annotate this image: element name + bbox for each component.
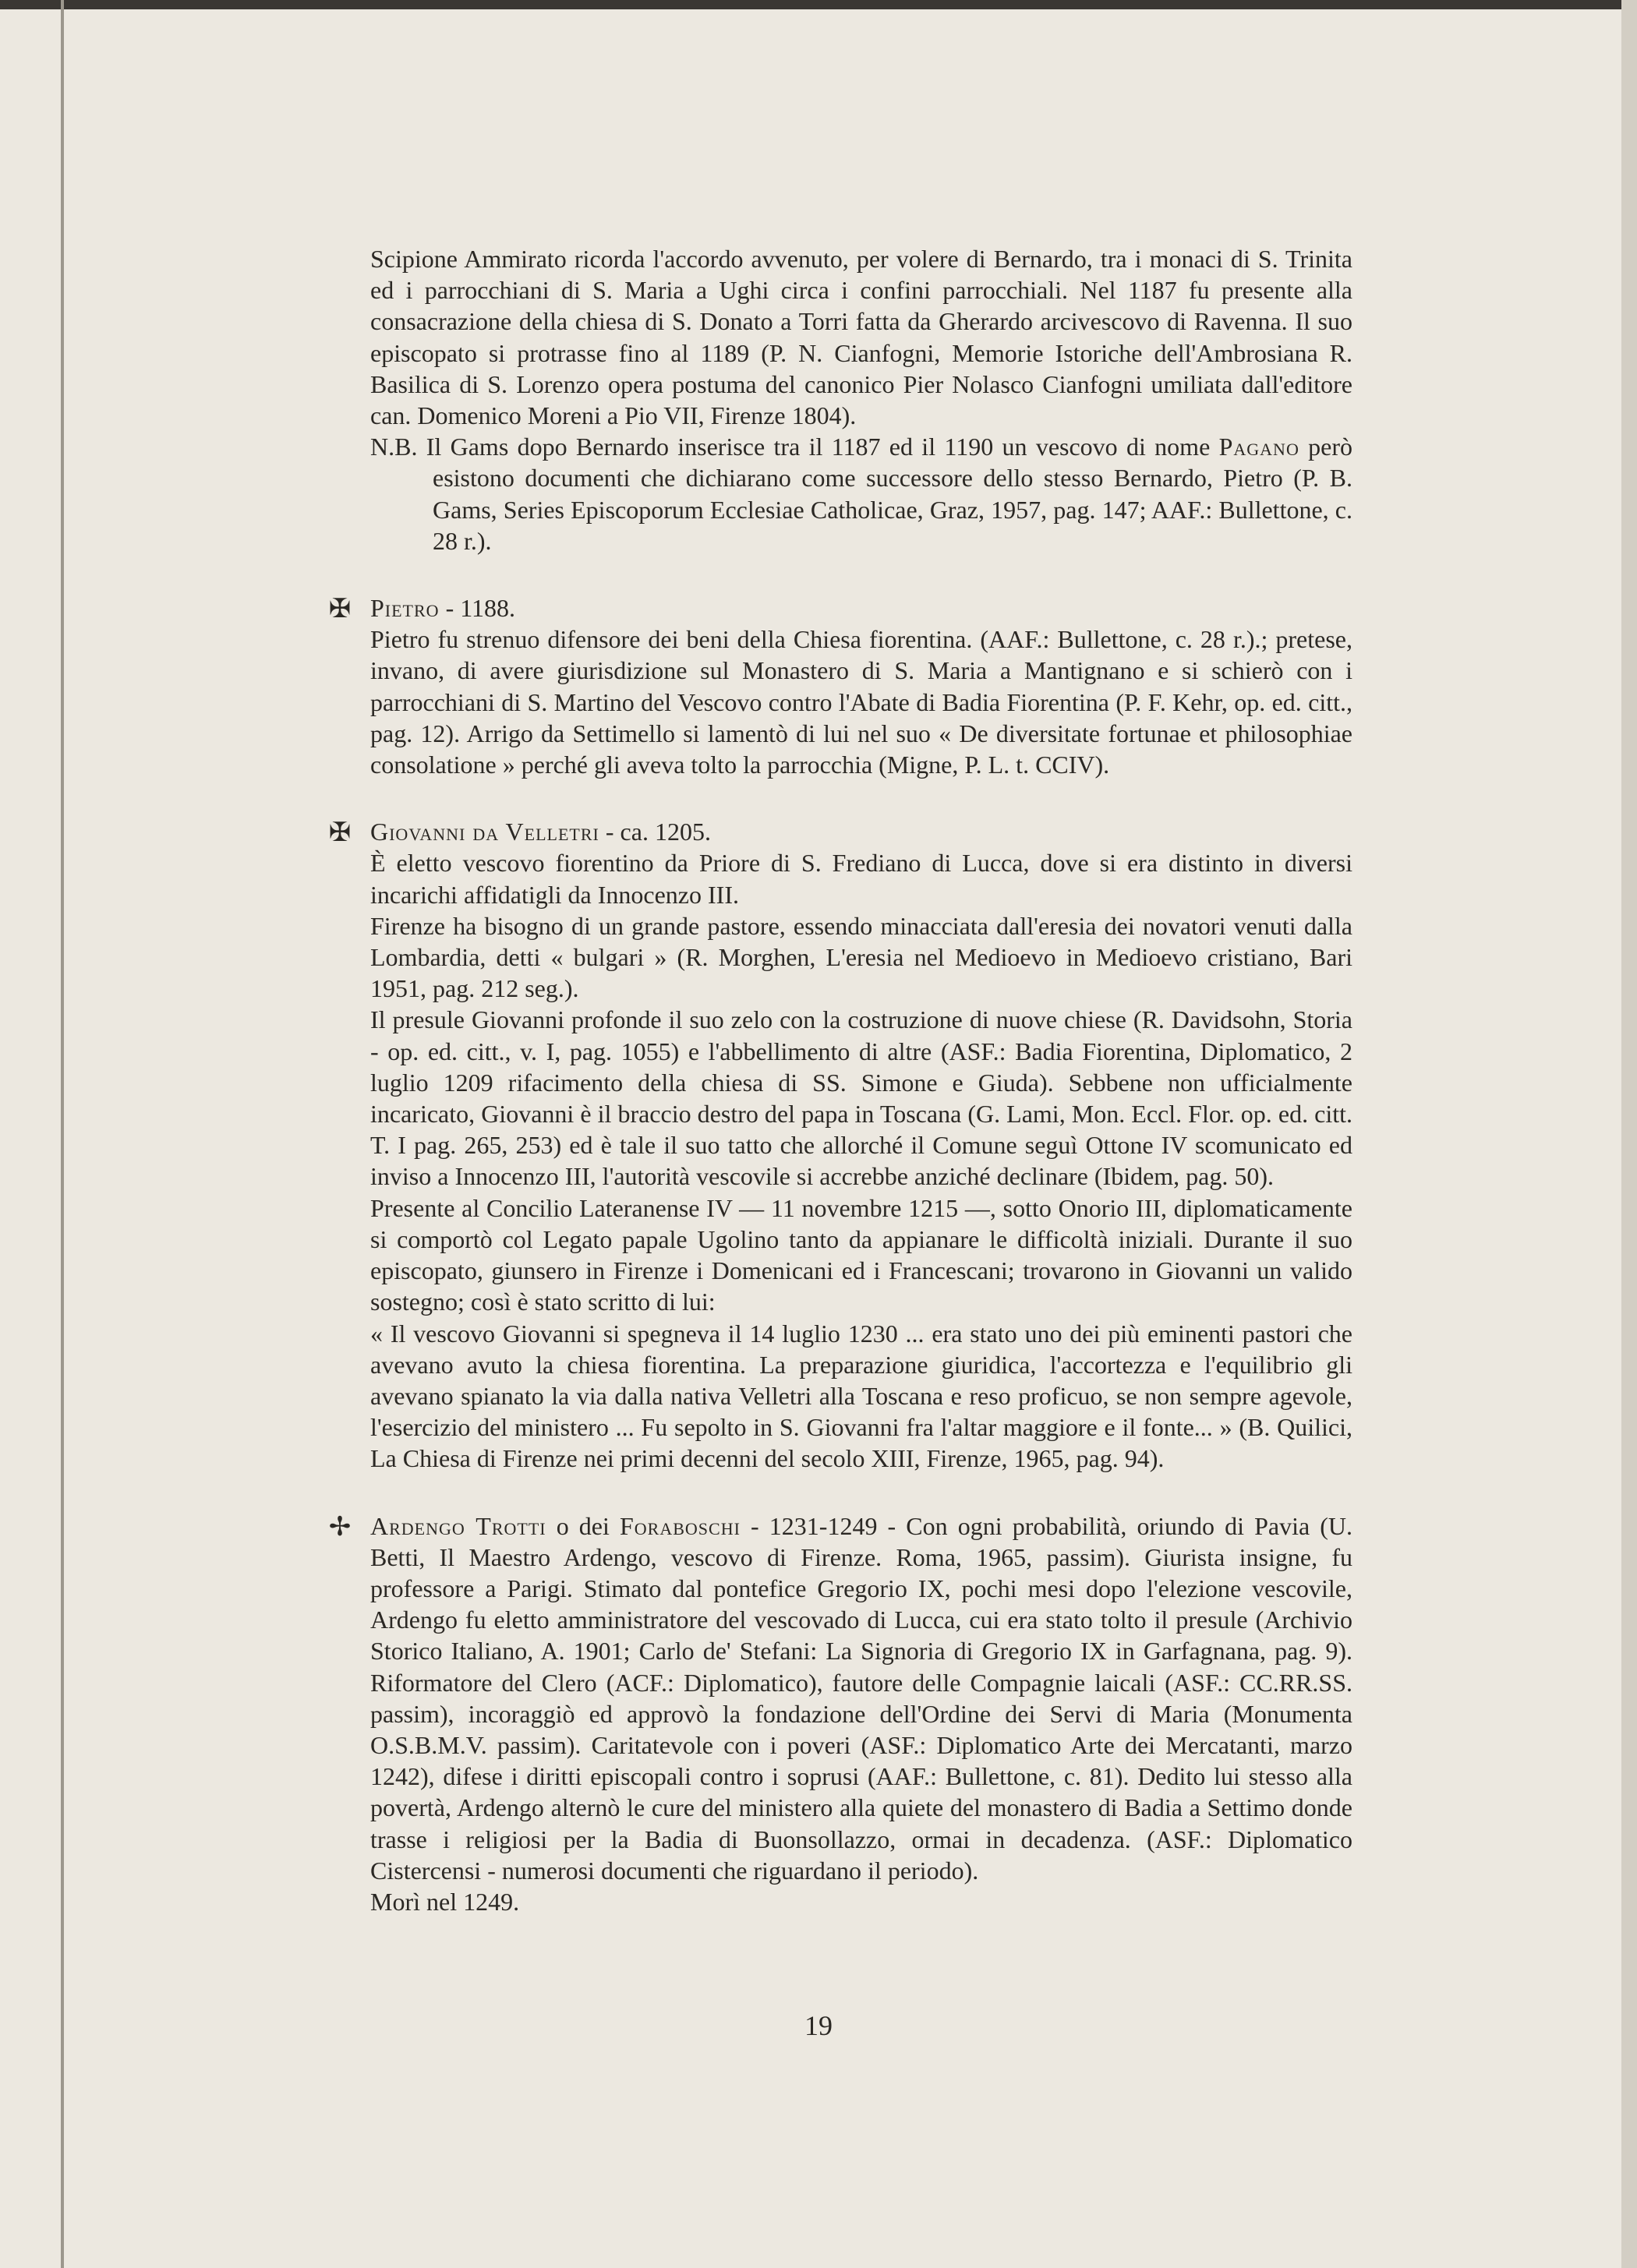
entry-heading	[328, 816, 1352, 848]
intro-paragraph: Scipione Ammirato ricorda l'accordo avvenuto, per volere di Bernardo, tra i monaci di S. Trinita ed i parrocchiani di S. Maria a Ughi circa i confini parrocchiali. Nel 1187 fu presente alla consacrazione della chiesa di S. Donato a Torri fatta da Gherardo arcivescovo di Ravenna. Il suo episcopato si protrasse fino al 1189 (P. N. Cianfogni, Memorie Istoriche dell'Ambrosiana R. Basilica di S. Lorenzo opera postuma del canonico Pier Nolasco Cianfogni umiliata dall'editore can. Domenico Moreni a Pio VII, Firenze 1804).	[370, 245, 1352, 430]
entry-pietro	[328, 592, 1352, 780]
bishop-name: Pietro	[370, 594, 440, 623]
nb-text-before: Il Gams dopo Bernardo inserisce tra il 1187 ed il 1190 un vescovo di nome	[426, 433, 1219, 461]
bishop-name: Giovanni da Velletri	[370, 818, 599, 846]
entry-heading	[328, 592, 1352, 624]
bishop-date: - 1231-1249 -	[740, 1511, 907, 1540]
cross-icon: ✠	[328, 595, 352, 624]
nb-text-after: però esistono documenti che dichiarano come successore dello stesso Bernardo, Pietro (P. B. Gams, Series Episcoporum Ecclesiae Catholicae, Graz, 1957, pag. 147; AAF.: Bullettone, c. 28 r.).	[433, 433, 1353, 555]
entry-paragraph: Presente al Concilio Lateranense IV — 11 novembre 1215 —, sotto Onorio III, diplomaticamente si comportò col Legato papale Ugolino tanto da appianare le difficoltà iniziali. Durante il suo episcopato, giunsero in Firenze i Domenicani ed i Francescani; trovarono in Giovanni un valido sostegno; così è stato scritto di lui:	[370, 1193, 1352, 1316]
page-top-edge	[0, 0, 1637, 9]
bishop-date: - 1188.	[439, 594, 516, 623]
entry-paragraph: Firenze ha bisogno di un grande pastore, essendo minacciata dall'eresia dei novatori venuti dalla Lombardia, detti « bulgari » (R. Morghen, L'eresia nel Medioevo in Medioevo cristiano, Bari 1951, pag. 212 seg.).	[370, 911, 1352, 1003]
nb-note	[370, 431, 1352, 556]
entry-paragraph: Pietro fu strenuo difensore dei beni della Chiesa fiorentina. (AAF.: Bullettone, c. 28 r.).; pretese, invano, di avere giurisdizione sul Monastero di S. Maria a Mantignano e si schierò con i parrocchiani di S. Martino del Vescovo contro l'Abate di Badia Fiorentina (P. F. Kehr, op. ed. citt., pag. 12). Arrigo da Settimello si lamentò di lui nel suo « De diversitate fortunae et philosophiae consolatione » perché gli aveva tolto la parrocchia (Migne, P. L. t. CCIV).	[370, 625, 1352, 779]
binding-gutter	[61, 0, 64, 2268]
cross-icon: ✠	[328, 818, 352, 848]
entry-paragraph: « Il vescovo Giovanni si spegneva il 14 luglio 1230 ... era stato uno dei più eminenti pastori che avevano avuto la chiesa fiorentina. La preparazione giuridica, l'accortezza e l'equilibrio gli avevano spianato la via dalla nativa Velletri alla Toscana e reso proficuo, se non sempre agevole, l'esercizio del ministero ... Fu sepolto in S. Giovanni fra l'altar maggiore e il fonte... » (B. Quilici, La Chiesa di Firenze nei primi decenni del secolo XIII, Firenze, 1965, pag. 94).	[370, 1319, 1352, 1473]
page-number: 19	[804, 2010, 833, 2041]
name-connector: o dei	[546, 1511, 620, 1540]
nb-label: N.B.	[370, 433, 418, 461]
bishop-date: - ca. 1205.	[599, 818, 711, 846]
entry-paragraph: È eletto vescovo fiorentino da Priore di S. Frediano di Lucca, dove si era distinto in diversi incarichi affidatigli da Innocenzo III.	[370, 849, 1352, 909]
entry-inline-text: Con ogni probabilità, oriundo di Pavia (U. Betti, Il Maestro Ardengo, vescovo di Firenze. Roma, 1965, passim). Giurista insigne, fu professore a Parigi. Stimato dal pontefice Gregorio IX, pochi mesi dopo l'elezione vescovile, Ardengo fu eletto amministratore del vescovado di Lucca, cui era stato tolto il presule (Archivio Storico Italiano, A. 1901; Carlo de' Stefani: La Signoria di Gregorio IX in Garfagnana, pag. 9). Riformatore del Clero (ACF.: Diplomatico), fautore delle Compagnie laicali (ASF.: CC.RR.SS. passim), incoraggiò ed approvò la fondazione dell'Ordine dei Servi di Maria (Monumenta O.S.B.M.V. passim). Caritatevole con i poveri (ASF.: Diplomatico Arte dei Mercatanti, marzo 1242), difese i diritti episcopali contro i soprusi (AAF.: Bullettone, c. 81). Dedito lui stesso alla povertà, Ardengo alternò le cure del ministero alla quiete del monastero di Badia a Settimo donde trasse i religiosi per la Badia di Buonsollazzo, ormai in decadenza. (ASF.: Diplomatico Cistercensi - numerosi documenti che riguardano il periodo).	[370, 1511, 1353, 1885]
body-text	[328, 243, 1353, 1917]
bishop-name: Ardengo Trotti	[370, 1511, 546, 1540]
cross-icon: ✢	[328, 1512, 352, 1542]
nb-name: Pagano	[1218, 433, 1299, 461]
entry-giovanni-da-velletri	[328, 816, 1352, 1474]
page-right-edge	[1621, 0, 1637, 2268]
bishop-alt-name: Foraboschi	[620, 1511, 741, 1540]
entry-closing: Morì nel 1249.	[370, 1887, 520, 1916]
entry-heading-paragraph	[328, 1510, 1353, 1886]
entry-paragraph: Il presule Giovanni profonde il suo zelo con la costruzione di nuove chiese (R. Davidsohn, Storia - op. ed. citt., v. I, pag. 1055) e l'abbellimento di altre (ASF.: Badia Fiorentina, Diplomatico, 2 luglio 1209 rifacimento della chiesa di SS. Simone e Giuda). Sebbene non ufficialmente incaricato, Giovanni è il braccio destro del papa in Toscana (G. Lami, Mon. Eccl. Flor. op. ed. citt. T. I pag. 265, 253) ed è tale il suo tatto che allorché il Comune seguì Ottone IV scomunicato ed inviso a Innocenzo III, l'autorità vescovile si accrebbe anziché declinare (Ibidem, pag. 50).	[370, 1005, 1352, 1191]
entry-ardengo-trotti	[328, 1510, 1353, 1918]
